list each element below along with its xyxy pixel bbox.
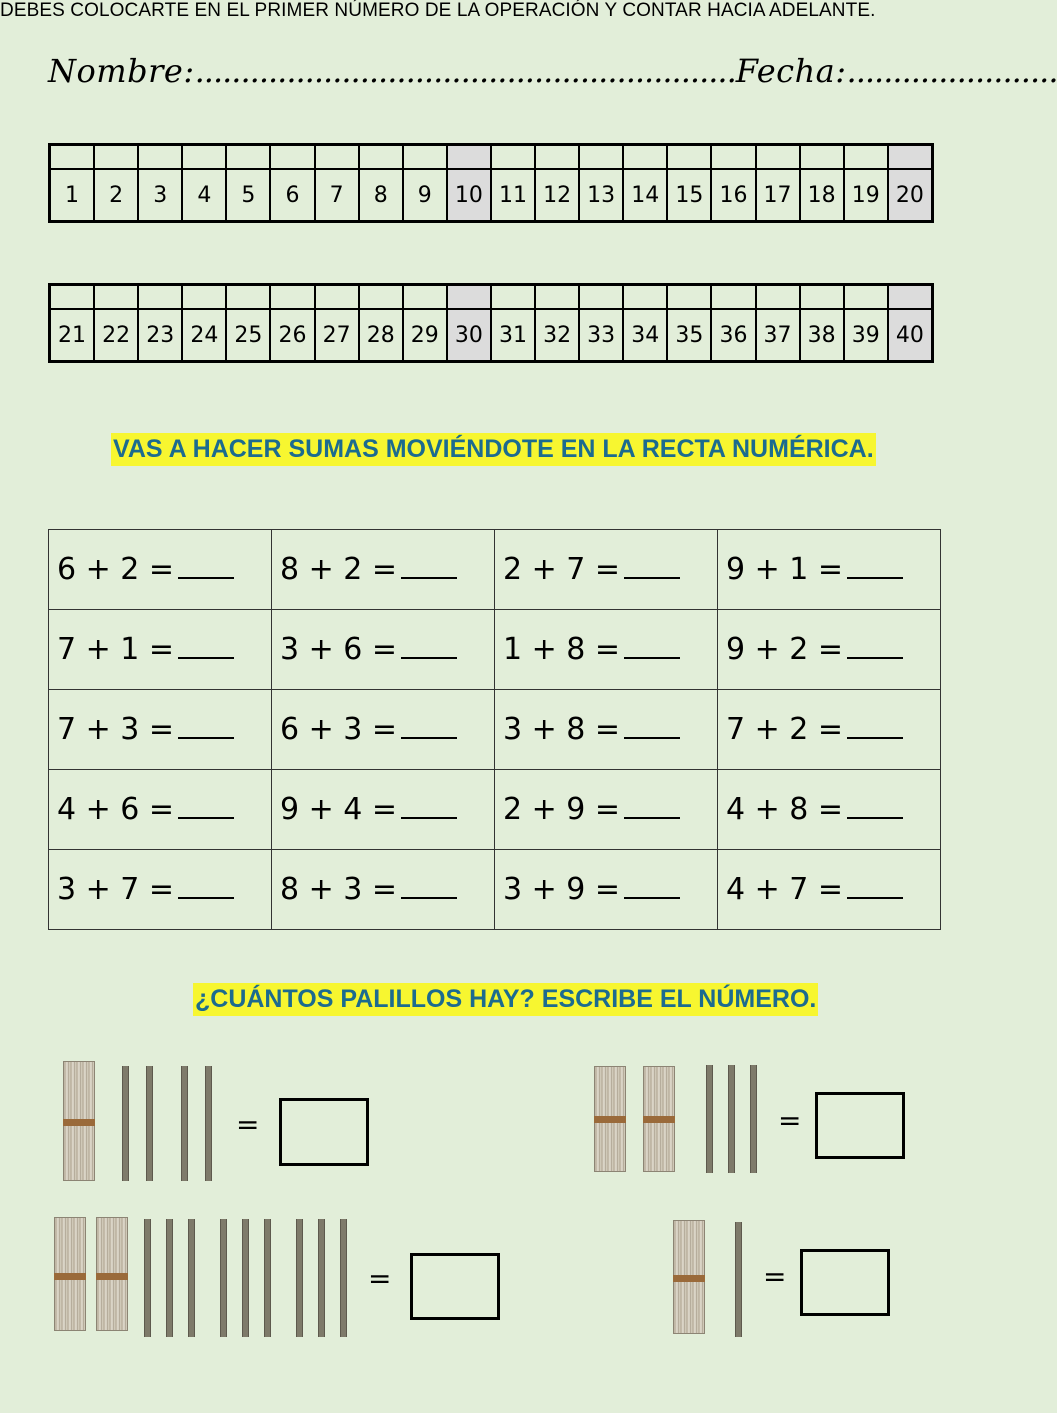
sums-row (49, 770, 941, 850)
sum-expression: 7 + 2 = (726, 712, 844, 747)
stick (205, 1066, 212, 1181)
sum-expression: 3 + 7 = (57, 872, 175, 907)
strip-number-cell: 8 (360, 170, 404, 220)
strip-write-cell[interactable] (227, 286, 271, 310)
strip-write-cell[interactable] (183, 286, 227, 310)
stick-bundle (673, 1220, 705, 1334)
answer-blank[interactable] (401, 875, 457, 899)
stick (242, 1219, 249, 1337)
strip-number-cell: 20 (889, 170, 931, 220)
instruction-text: DEBES COLOCARTE EN EL PRIMER NÚMERO DE LA OPERACIÓN Y CONTAR HACIA ADELANTE. (0, 0, 876, 21)
sums-row (49, 530, 941, 610)
stick (144, 1219, 151, 1337)
strip-number-cell: 21 (51, 310, 95, 360)
header-line (48, 52, 1057, 90)
strip-write-cell[interactable] (668, 286, 712, 310)
answer-blank[interactable] (624, 875, 680, 899)
strip-write-cell[interactable] (668, 146, 712, 170)
strip-number-cell: 12 (536, 170, 580, 220)
answer-blank[interactable] (178, 875, 234, 899)
answer-blank[interactable] (401, 795, 457, 819)
sum-expression: 3 + 6 = (280, 632, 398, 667)
stick (220, 1219, 227, 1337)
sum-cell (272, 530, 495, 610)
sum-cell (495, 610, 718, 690)
sum-expression: 7 + 3 = (57, 712, 175, 747)
strip-number-cell: 19 (845, 170, 889, 220)
strip-number-cell: 18 (801, 170, 845, 220)
strip-number-cell: 34 (624, 310, 668, 360)
sum-expression: 8 + 2 = (280, 552, 398, 587)
strip-write-cell[interactable] (51, 286, 95, 310)
strip-number-cell: 7 (316, 170, 360, 220)
strip-write-cell[interactable] (801, 286, 845, 310)
strip-write-cell[interactable] (712, 146, 756, 170)
strip-number-cell: 10 (448, 170, 492, 220)
sum-expression: 9 + 2 = (726, 632, 844, 667)
stick (264, 1219, 271, 1337)
strip-number-cell: 16 (712, 170, 756, 220)
sum-expression: 4 + 7 = (726, 872, 844, 907)
strip-number-cell: 4 (183, 170, 227, 220)
sum-cell (495, 690, 718, 770)
sum-expression: 8 + 3 = (280, 872, 398, 907)
strip-number-cell: 33 (580, 310, 624, 360)
stick (318, 1219, 325, 1337)
answer-box[interactable] (800, 1249, 890, 1316)
strip-write-cell[interactable] (492, 286, 536, 310)
strip-write-cell[interactable] (360, 286, 404, 310)
strip-number-cell: 17 (757, 170, 801, 220)
sums-heading: VAS A HACER SUMAS MOVIÉNDOTE EN LA RECTA NUMÉRICA. (111, 433, 876, 466)
equals-sign: = (763, 1260, 787, 1293)
sum-expression: 4 + 6 = (57, 792, 175, 827)
sum-cell (49, 690, 272, 770)
strip-write-cell[interactable] (712, 286, 756, 310)
answer-blank[interactable] (847, 635, 903, 659)
strip-write-cell[interactable] (271, 286, 315, 310)
sum-cell (272, 850, 495, 930)
sum-cell (495, 770, 718, 850)
sum-cell (718, 850, 941, 930)
sum-expression: 1 + 8 = (503, 632, 621, 667)
sticks-heading: ¿CUÁNTOS PALILLOS HAY? ESCRIBE EL NÚMERO. (193, 983, 818, 1016)
stick-bundle (96, 1217, 128, 1331)
strip-write-cell[interactable] (536, 286, 580, 310)
sum-expression: 3 + 9 = (503, 872, 621, 907)
strip-write-cell[interactable] (227, 146, 271, 170)
sum-cell (272, 770, 495, 850)
strip-number-cell: 23 (139, 310, 183, 360)
sum-expression: 6 + 2 = (57, 552, 175, 587)
date-label: Fecha: (735, 52, 847, 90)
strip-write-cell[interactable] (448, 146, 492, 170)
strip-number-cell: 27 (316, 310, 360, 360)
sum-expression: 7 + 1 = (57, 632, 175, 667)
strip-number-cell: 5 (227, 170, 271, 220)
sum-cell (718, 690, 941, 770)
answer-blank[interactable] (401, 635, 457, 659)
sums-row (49, 690, 941, 770)
sum-expression: 4 + 8 = (726, 792, 844, 827)
sum-cell (495, 530, 718, 610)
sum-cell (49, 850, 272, 930)
answer-blank[interactable] (847, 555, 903, 579)
sum-cell (718, 610, 941, 690)
strip-write-cell[interactable] (316, 286, 360, 310)
strip-number-cell: 30 (448, 310, 492, 360)
stick (296, 1219, 303, 1337)
stick (166, 1219, 173, 1337)
stick (728, 1065, 735, 1173)
strip-number-cell: 22 (95, 310, 139, 360)
sum-cell (272, 610, 495, 690)
sum-cell (495, 850, 718, 930)
answer-box[interactable] (815, 1092, 905, 1159)
sum-cell (49, 770, 272, 850)
sum-expression: 3 + 8 = (503, 712, 621, 747)
strip-write-cell[interactable] (845, 146, 889, 170)
strip-write-cell[interactable] (95, 146, 139, 170)
answer-blank[interactable] (847, 715, 903, 739)
number-strip-1-20 (48, 143, 934, 223)
strip-write-cell[interactable] (580, 286, 624, 310)
stick-bundle (63, 1061, 95, 1181)
stick-bundle (594, 1066, 626, 1172)
strip-write-cell[interactable] (536, 146, 580, 170)
strip-number-cell: 3 (139, 170, 183, 220)
strip-number-cell: 9 (404, 170, 448, 220)
stick (340, 1219, 347, 1337)
sum-expression: 6 + 3 = (280, 712, 398, 747)
strip-write-cell[interactable] (580, 146, 624, 170)
answer-blank[interactable] (624, 635, 680, 659)
strip-number-cell: 2 (95, 170, 139, 220)
strip-write-cell[interactable] (889, 286, 931, 310)
number-strip-21-40 (48, 283, 934, 363)
strip-number-cell: 38 (801, 310, 845, 360)
answer-blank[interactable] (847, 875, 903, 899)
sum-cell (272, 690, 495, 770)
equals-sign: = (778, 1104, 802, 1137)
strip-number-cell: 13 (580, 170, 624, 220)
strip-number-cell: 14 (624, 170, 668, 220)
strip-write-cell[interactable] (51, 146, 95, 170)
sum-cell (49, 530, 272, 610)
strip-write-cell[interactable] (801, 146, 845, 170)
strip-write-cell[interactable] (889, 146, 931, 170)
stick-bundle (54, 1217, 86, 1331)
strip-number-cell: 40 (889, 310, 931, 360)
strip-write-cell[interactable] (360, 146, 404, 170)
strip-number-cell: 24 (183, 310, 227, 360)
date-field[interactable]: ....................... (846, 52, 1057, 90)
strip-write-cell[interactable] (448, 286, 492, 310)
answer-blank[interactable] (178, 635, 234, 659)
name-label: Nombre: (48, 52, 195, 90)
stick (122, 1066, 129, 1181)
stick (750, 1065, 757, 1173)
answer-box[interactable] (279, 1098, 369, 1166)
answer-blank[interactable] (178, 715, 234, 739)
sum-expression: 9 + 4 = (280, 792, 398, 827)
strip-number-cell: 28 (360, 310, 404, 360)
strip-write-cell[interactable] (316, 146, 360, 170)
sum-cell (718, 770, 941, 850)
strip-number-cell: 11 (492, 170, 536, 220)
strip-write-cell[interactable] (624, 286, 668, 310)
stick (181, 1066, 188, 1181)
strip-write-cell[interactable] (757, 146, 801, 170)
sums-table (48, 529, 941, 930)
strip-write-cell[interactable] (271, 146, 315, 170)
answer-blank[interactable] (178, 555, 234, 579)
strip-number-cell: 35 (668, 310, 712, 360)
sum-expression: 9 + 1 = (726, 552, 844, 587)
strip-number-cell: 39 (845, 310, 889, 360)
strip-number-cell: 37 (757, 310, 801, 360)
strip-number-cell: 32 (536, 310, 580, 360)
stick (735, 1222, 742, 1337)
strip-write-cell[interactable] (183, 146, 227, 170)
answer-blank[interactable] (847, 795, 903, 819)
sums-row (49, 610, 941, 690)
answer-blank[interactable] (624, 555, 680, 579)
equals-sign: = (368, 1262, 392, 1295)
answer-blank[interactable] (624, 715, 680, 739)
answer-blank[interactable] (178, 795, 234, 819)
stick (146, 1066, 153, 1181)
answer-blank[interactable] (401, 555, 457, 579)
strip-write-cell[interactable] (139, 286, 183, 310)
stick-bundle (643, 1066, 675, 1172)
strip-number-cell: 26 (271, 310, 315, 360)
answer-box[interactable] (410, 1253, 500, 1320)
strip-write-cell[interactable] (95, 286, 139, 310)
stick (188, 1219, 195, 1337)
name-field[interactable]: ........................................................... (194, 52, 736, 90)
strip-number-cell: 6 (271, 170, 315, 220)
stick (706, 1065, 713, 1173)
sum-expression: 2 + 9 = (503, 792, 621, 827)
strip-write-cell[interactable] (404, 286, 448, 310)
sums-row (49, 850, 941, 930)
sum-cell (718, 530, 941, 610)
strip-number-cell: 31 (492, 310, 536, 360)
sum-expression: 2 + 7 = (503, 552, 621, 587)
strip-write-cell[interactable] (404, 146, 448, 170)
strip-number-cell: 36 (712, 310, 756, 360)
answer-blank[interactable] (624, 795, 680, 819)
strip-number-cell: 25 (227, 310, 271, 360)
strip-number-cell: 1 (51, 170, 95, 220)
strip-write-cell[interactable] (757, 286, 801, 310)
strip-write-cell[interactable] (139, 146, 183, 170)
strip-write-cell[interactable] (845, 286, 889, 310)
strip-write-cell[interactable] (492, 146, 536, 170)
strip-number-cell: 29 (404, 310, 448, 360)
strip-number-cell: 15 (668, 170, 712, 220)
answer-blank[interactable] (401, 715, 457, 739)
equals-sign: = (236, 1108, 260, 1141)
strip-write-cell[interactable] (624, 146, 668, 170)
sum-cell (49, 610, 272, 690)
